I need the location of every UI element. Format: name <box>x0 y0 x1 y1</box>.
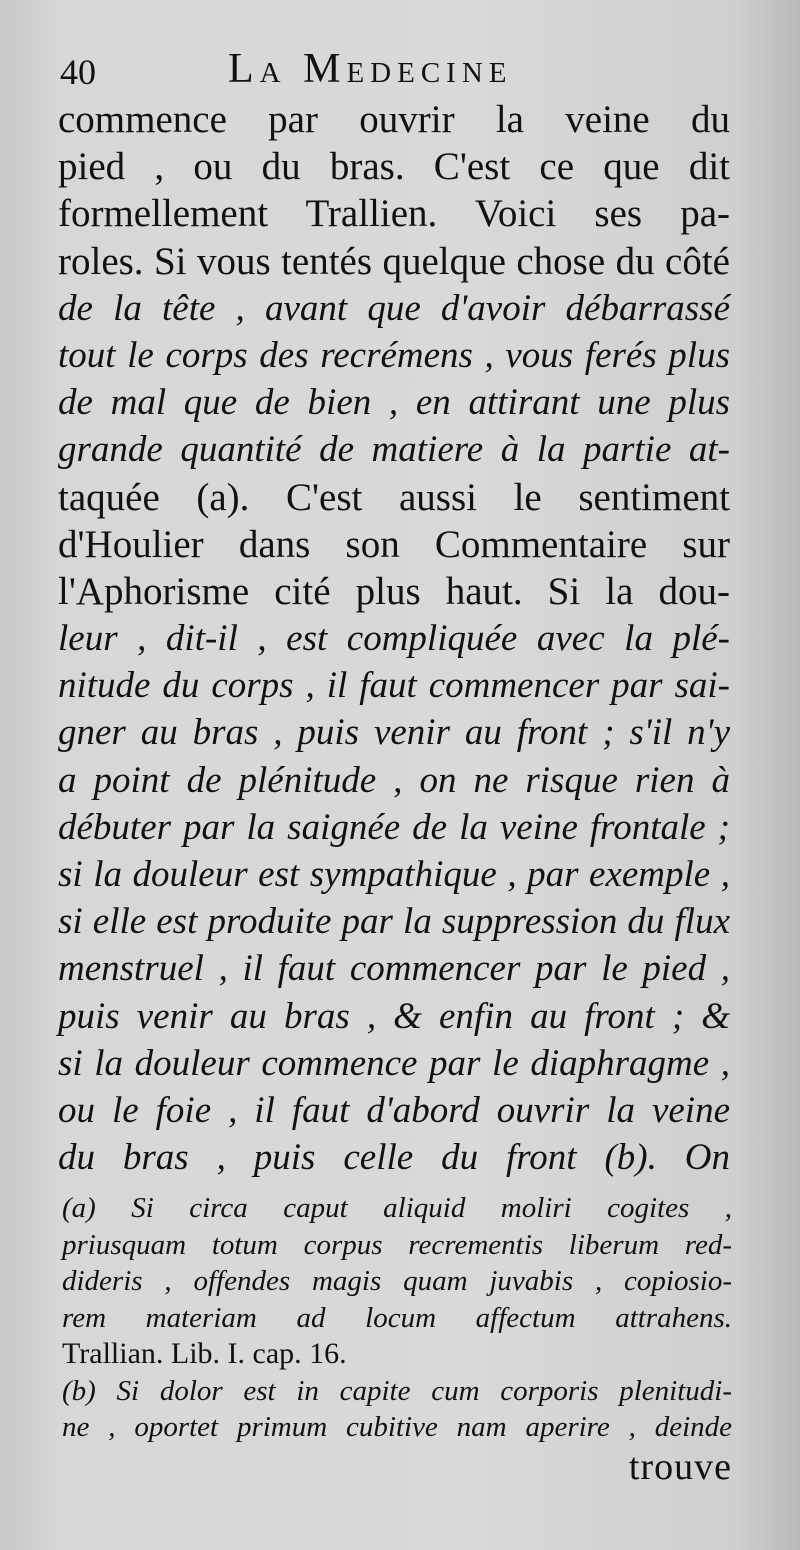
body-line: de mal que de bien , en attirant une plus <box>58 382 730 424</box>
body-line: tout le corps des recrémens , vous ferés plus <box>58 334 730 376</box>
body-line: gner au bras , puis venir au front ; s'il n'y <box>58 712 730 754</box>
body-line: du bras , puis celle du front (b). On <box>58 1137 730 1179</box>
footnote-line: (b) Si dolor est in capite cum corporis plenitudi- <box>62 1374 732 1407</box>
body-line: puis venir au bras , & enfin au front ; & <box>58 995 730 1037</box>
footnote-line: rem materiam ad locum affectum attrahens. <box>62 1301 732 1334</box>
body-line: grande quantité de matiere à la partie at- <box>58 429 730 471</box>
body-line: d'Houlier dans son Commentaire sur <box>58 522 730 566</box>
body-line: leur , dit-il , est compliquée avec la plé- <box>58 618 730 660</box>
body-line: si la douleur commence par le diaphragme , <box>58 1042 730 1084</box>
running-title: La Medecine <box>228 46 513 92</box>
body-line: de la tête , avant que d'avoir débarrassé <box>58 287 730 329</box>
body-line: roles. Si vous tentés quelque chose du côté <box>58 239 730 283</box>
body-line: formellement Trallien. Voici ses pa- <box>58 192 730 236</box>
body-line: débuter par la saignée de la veine frontale ; <box>58 806 730 848</box>
page-number: 40 <box>60 52 96 92</box>
body-line: l'Aphorisme cité plus haut. Si la dou- <box>58 569 730 613</box>
footnote-line: ne , oportet primum cubitive nam aperire , deinde <box>62 1411 732 1443</box>
catchword: trouve <box>628 1446 732 1488</box>
body-line: menstruel , il faut commencer par le pied , <box>58 948 730 990</box>
body-line: taquée (a). C'est aussi le sentiment <box>58 475 730 519</box>
footnote-line: dideris , offendes magis quam juvabis , copiosio- <box>62 1265 732 1297</box>
body-line: a point de plénitude , on ne risque rien à <box>58 759 730 801</box>
body-line: commence par ouvrir la veine du <box>58 98 730 141</box>
body-line: ou le foie , il faut d'abord ouvrir la veine <box>58 1089 730 1131</box>
body-line: nitude du corps , il faut commencer par sai- <box>58 665 730 707</box>
footnotes <box>62 1190 732 1446</box>
body-line: pied , ou du bras. C'est ce que dit <box>58 145 730 189</box>
main-text <box>58 96 730 1181</box>
footnote-line: priusquam totum corpus recrementis liberum red- <box>62 1228 732 1261</box>
body-line: si elle est produite par la suppression du flux <box>58 901 730 943</box>
footnote-line: Trallian. Lib. I. cap. 16. <box>62 1337 347 1370</box>
page-header <box>60 48 760 100</box>
footnote-line: (a) Si circa caput aliquid moliri cogites , <box>62 1192 732 1224</box>
body-line: si la douleur est sympathique , par exemple , <box>58 854 730 895</box>
